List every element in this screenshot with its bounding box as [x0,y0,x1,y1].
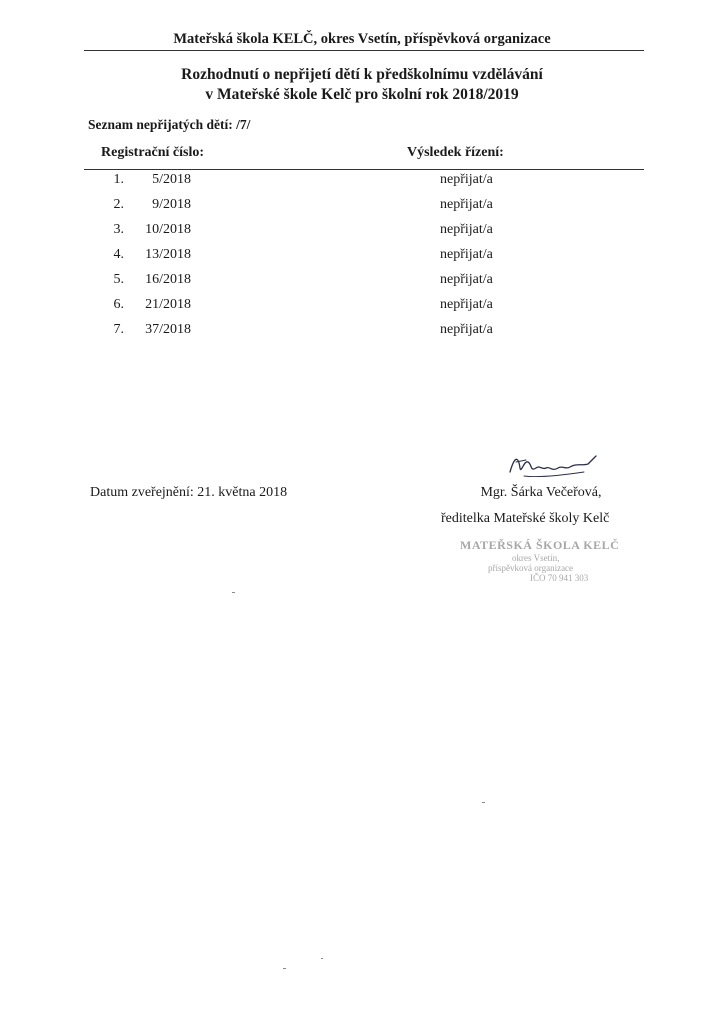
stamp-line: okres Vsetín, [512,553,560,563]
row-number: 6. [113,297,124,312]
table-row [0,222,724,244]
table-row [0,272,724,294]
result: nepřijat/a [440,222,493,237]
result: nepřijat/a [440,197,493,212]
result: nepřijat/a [440,247,493,262]
table-divider [84,169,644,170]
document-title-line-2: v Mateřské škole Kelč pro školní rok 2018/2019 [205,86,519,103]
registration-number: 13/2018 [145,247,191,262]
row-number: 1. [113,172,124,187]
registration-number: 10/2018 [145,222,191,237]
row-number: 4. [113,247,124,262]
registration-number: 16/2018 [145,272,191,287]
registration-number: 21/2018 [145,297,191,312]
scan-speck [482,802,485,803]
table-row [0,197,724,219]
rejected-list-heading: Seznam nepřijatých dětí: /7/ [88,117,251,132]
row-number: 2. [113,197,124,212]
table-row [0,247,724,269]
row-number: 3. [113,222,124,237]
registration-number: 9/2018 [152,197,191,212]
column-header-registration: Registrační číslo: [101,145,205,160]
row-number: 7. [113,322,124,337]
signer-role: ředitelka Mateřské školy Kelč [441,511,610,526]
scan-speck [283,968,286,969]
stamp-line: IČO 70 941 303 [530,573,589,583]
registration-number: 37/2018 [145,322,191,337]
stamp-line: příspěvková organizace [488,563,574,573]
publication-date: Datum zveřejnění: 21. května 2018 [90,485,288,500]
signer-name: Mgr. Šárka Večeřová, [480,485,602,500]
scan-speck [321,958,323,959]
row-number: 5. [113,272,124,287]
result: nepřijat/a [440,297,493,312]
result: nepřijat/a [440,272,493,287]
registration-number: 5/2018 [152,172,191,187]
scan-speck [232,592,235,593]
header-divider [84,50,644,51]
stamp-title: MATEŘSKÁ ŠKOLA KELČ [460,538,620,552]
document-title-line-1: Rozhodnutí o nepřijetí dětí k předškolnímu vzdělávání [181,66,543,83]
school-header: Mateřská škola KELČ, okres Vsetín, příspěvková organizace [173,31,551,47]
school-stamp [460,538,630,608]
signature-graphic [504,448,604,484]
result: nepřijat/a [440,322,493,337]
table-row [0,322,724,344]
table-row [0,297,724,319]
table-row [0,172,724,194]
column-header-result: Výsledek řízení: [407,145,504,160]
handwritten-signature [504,448,604,489]
result: nepřijat/a [440,172,493,187]
